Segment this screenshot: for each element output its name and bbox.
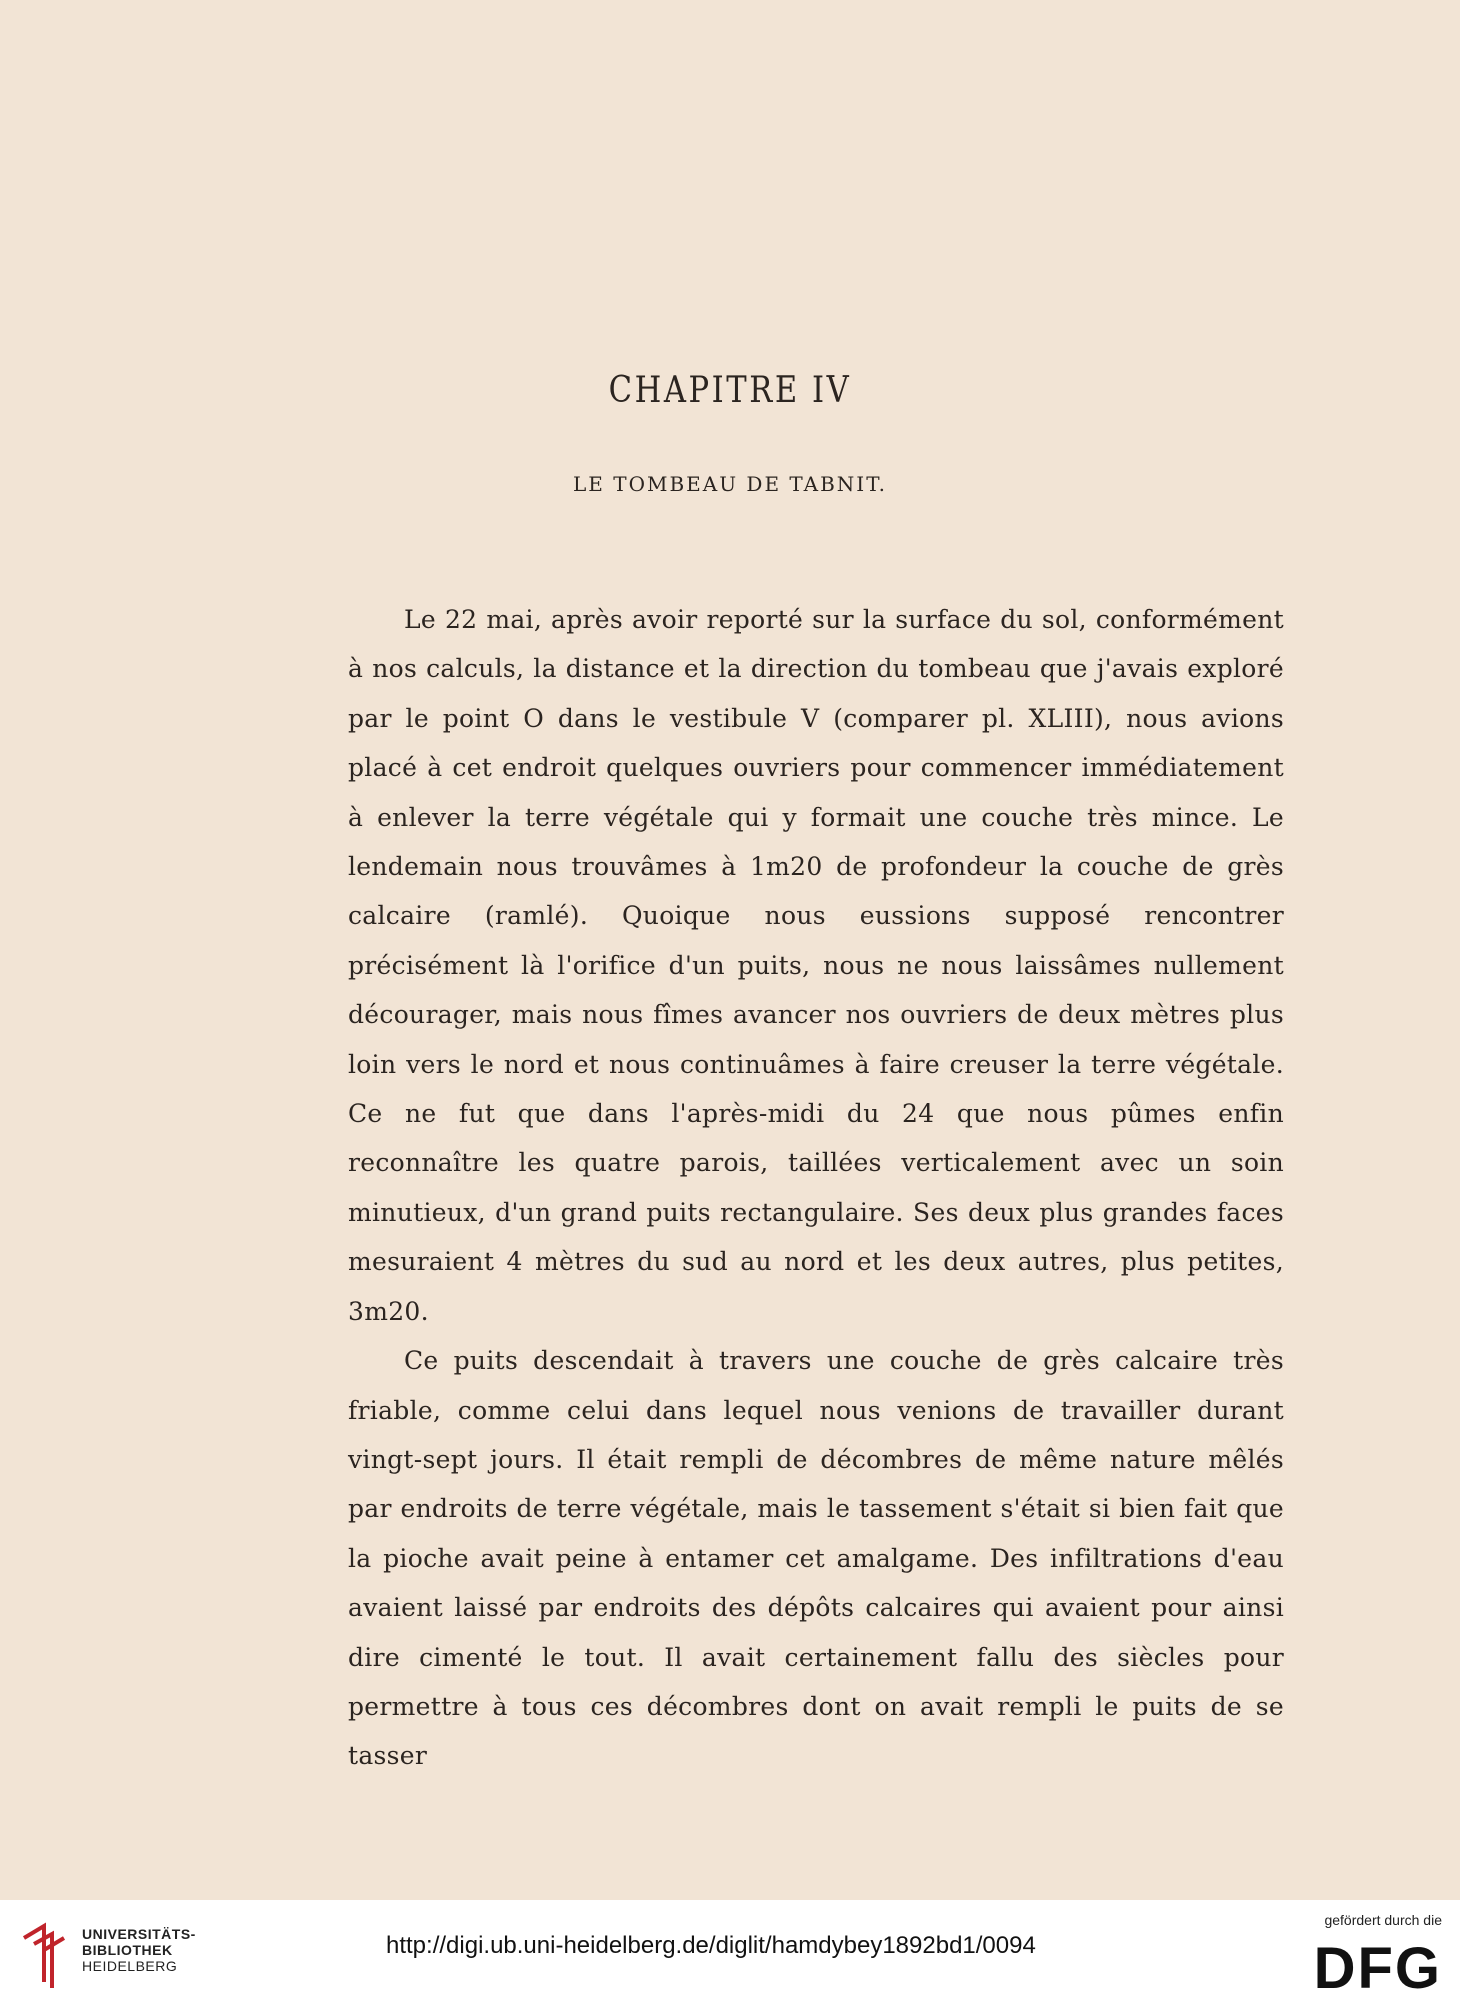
library-name-line2: BIBLIOTHEK xyxy=(82,1942,173,1958)
chapter-heading: CHAPITRE IV xyxy=(608,370,852,411)
library-name-line3: HEIDELBERG xyxy=(82,1958,178,1974)
chapter-subtitle: LE TOMBEAU DE TABNIT. xyxy=(573,472,887,496)
library-name-line1: UNIVERSITÄTS- xyxy=(82,1926,196,1942)
dfg-logo: DFG xyxy=(1313,1936,1442,2001)
paragraph-1: Le 22 mai, après avoir reporté sur la surface du sol, conformément à nos calculs, la distance et la direction du tombeau que j'avais exploré par le point O dans le vestibule V (comparer pl. XLIII), nous avions placé à cet endroit quelques ouvriers pour commencer immédiatement à enlever la terre végétale qui y formait une couche très mince. Le lendemain nous trouvâmes à 1m20 de profondeur la couche de grès calcaire (ramlé). Quoique nous eussions supposé rencontrer précisément là l'orifice d'un puits, nous ne nous laissâmes nullement décourager, mais nous fîmes avancer nos ouvriers de deux mètres plus loin vers le nord et nous continuâmes à faire creuser la terre végétale. Ce ne fut que dans l'après-midi du 24 que nous pûmes enfin reconnaître les quatre parois, taillées verticalement avec un soin minutieux, d'un grand puits rectangulaire. Ses deux plus grandes faces mesuraient 4 mètres du sud au nord et les deux autres, plus petites, 3m20. xyxy=(348,605,1284,1326)
sponsor-label: gefördert durch die xyxy=(1324,1912,1442,1928)
ub-heidelberg-logo-icon xyxy=(14,1918,76,1990)
digitization-footer xyxy=(0,1900,1460,2007)
library-name xyxy=(82,1926,196,1974)
paragraph-2: Ce puits descendait à travers une couche de grès calcaire très friable, comme celui dans lequel nous venions de travailler durant vingt-sept jours. Il était rempli de décombres de même nature mêlés par endroits de terre végétale, mais le tassement s'était si bien fait que la pioche avait peine à entamer cet amalgame. Des infiltrations d'eau avaient laissé par endroits des dépôts calcaires qui avaient pour ainsi dire cimenté le tout. Il avait certainement fallu des siècles pour permettre à tous ces décombres dont on avait rempli le puits de se tasser xyxy=(348,1346,1284,1771)
body-text xyxy=(348,595,1284,1781)
permalink[interactable]: http://digi.ub.uni-heidelberg.de/diglit/hamdybey1892bd1/0094 xyxy=(386,1932,1036,1959)
